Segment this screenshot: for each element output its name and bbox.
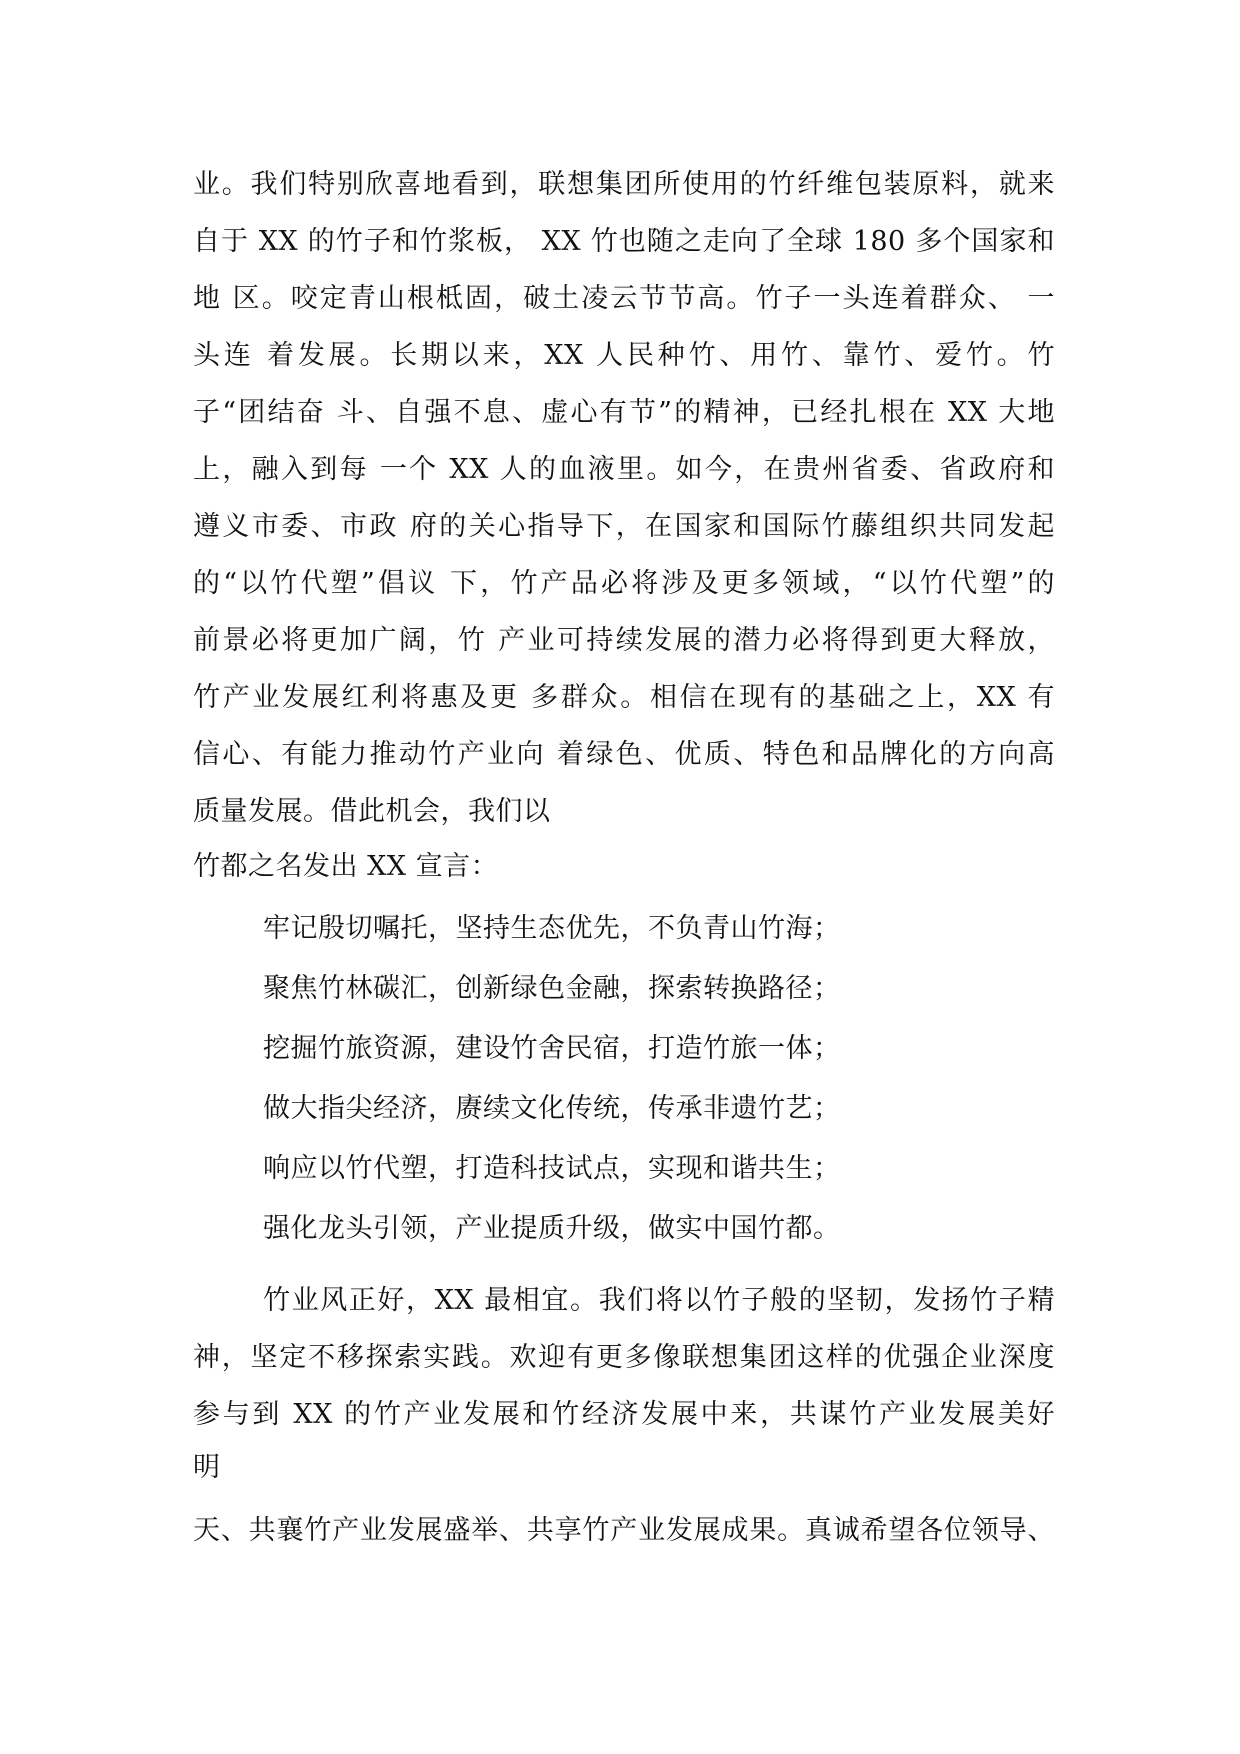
declaration-item: 做大指尖经济，赓续文化传统，传承非遗竹艺；: [263, 1093, 841, 1124]
paragraph-line: 业。我们特别欣喜地看到，联想集团所使用的竹纤维包装原料，就来: [193, 169, 1055, 200]
declaration-item: 挖掘竹旅资源，建设竹舍民宿，打造竹旅一体；: [263, 1033, 841, 1064]
paragraph-line: 前景必将更加广阔，竹 产业可持续发展的潜力必将得到更大释放，: [193, 625, 1055, 656]
paragraph-line: 遵义市委、市政 府的关心指导下，在国家和国际竹藤组织共同发起: [193, 511, 1055, 542]
paragraph-line: 天、共襄竹产业发展盛举、共享竹产业发展成果。真诚希望各位领导、: [193, 1515, 1055, 1546]
paragraph-line: 的“以竹代塑”倡议 下，竹产品必将涉及更多领域，“以竹代塑”的: [193, 568, 1055, 599]
declaration-item: 强化龙头引领，产业提质升级，做实中国竹都。: [263, 1213, 841, 1244]
paragraph-line: 质量发展。借此机会，我们以: [193, 796, 551, 827]
paragraph-line: 参与到 XX 的竹产业发展和竹经济发展中来，共谋竹产业发展美好: [193, 1399, 1055, 1430]
declaration-item: 牢记殷切嘱托，坚持生态优先，不负青山竹海；: [263, 913, 841, 944]
paragraph-line: 头连 着发展。长期以来，XX 人民种竹、用竹、靠竹、爱竹。竹: [193, 340, 1055, 371]
paragraph-line: 信心、有能力推动竹产业向 着绿色、优质、特色和品牌化的方向高: [193, 739, 1055, 770]
paragraph-line: 明: [193, 1452, 221, 1483]
paragraph-line: 竹都之名发出 XX 宣言：: [193, 851, 499, 882]
declaration-item: 聚焦竹林碳汇，创新绿色金融，探索转换路径；: [263, 973, 841, 1004]
paragraph-line: 上，融入到每 一个 XX 人的血液里。如今，在贵州省委、省政府和: [193, 454, 1055, 485]
paragraph-line: 竹业风正好，XX 最相宜。我们将以竹子般的坚韧，发扬竹子精: [263, 1285, 1055, 1316]
declaration-item: 响应以竹代塑，打造科技试点，实现和谐共生；: [263, 1153, 841, 1184]
paragraph-line: 神，坚定不移探索实践。欢迎有更多像联想集团这样的优强企业深度: [193, 1342, 1055, 1373]
paragraph-line: 竹产业发展红利将惠及更 多群众。相信在现有的基础之上，XX 有: [193, 682, 1055, 713]
paragraph-line: 自于 XX 的竹子和竹浆板， XX 竹也随之走向了全球 180 多个国家和: [193, 226, 1055, 257]
paragraph-line: 子“团结奋 斗、自强不息、虚心有节”的精神，已经扎根在 XX 大地: [193, 397, 1055, 428]
paragraph-line: 地 区。咬定青山根柢固，破土凌云节节高。竹子一头连着群众、 一: [193, 283, 1055, 314]
